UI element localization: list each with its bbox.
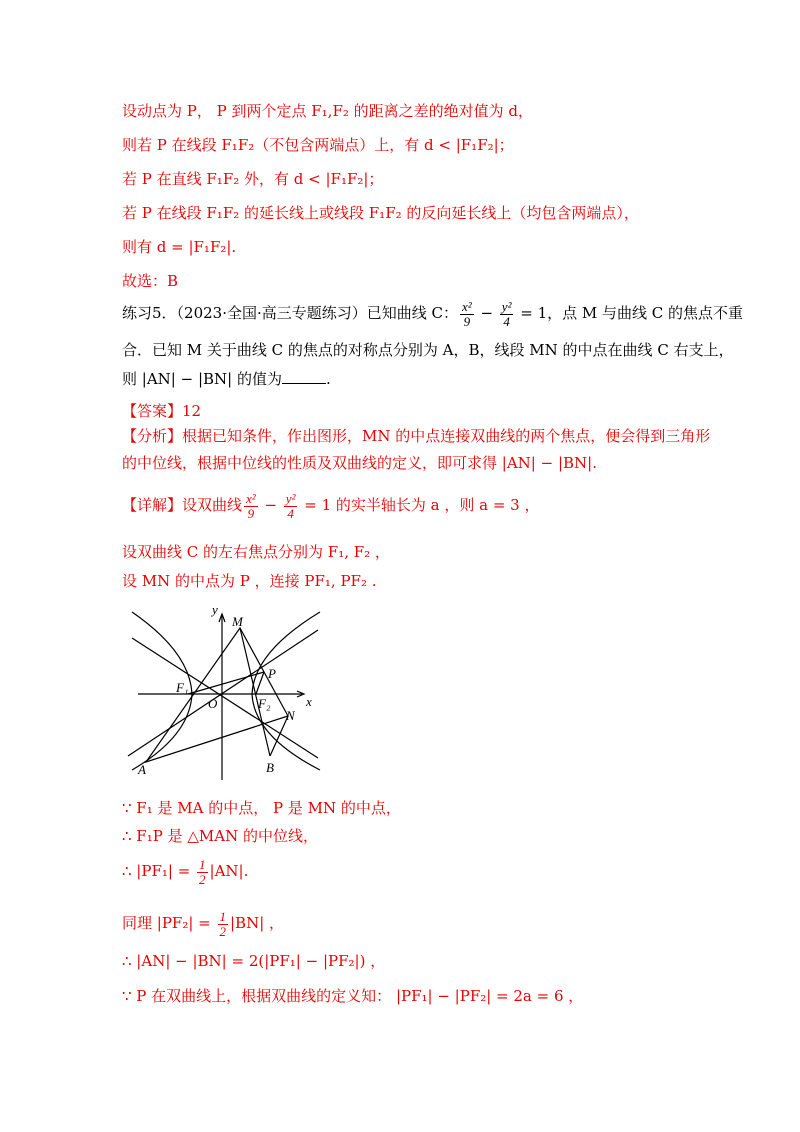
label-n: N (286, 708, 295, 723)
label-a: A (138, 762, 146, 777)
step-5: ∴ |AN| − |BN| = 2(|PF₁| − |PF₂|) ， (122, 952, 386, 970)
step-6: ∵ P 在双曲线上，根据双曲线的定义知： |PF₁| − |PF₂| = 2a = 6 ， (122, 987, 584, 1005)
fraction-x2-9 (460, 300, 474, 329)
detail-line-2: 设双曲线 C 的左右焦点分别为 F₁, F₂ ， (122, 543, 390, 561)
fraction-denominator: 4 (287, 505, 294, 521)
hyperbola-figure (122, 602, 322, 782)
detail-prefix: 【详解】设双曲线 (122, 496, 243, 514)
step-2: ∴ F₁P 是 △MAN 的中位线， (122, 827, 318, 845)
step-4-left: 同理 |PF₂| = (122, 914, 216, 932)
fraction-y2-4 (500, 300, 514, 329)
fraction-denominator: 9 (247, 505, 255, 521)
label-y: y (212, 602, 218, 617)
asymptote-2 (132, 638, 318, 758)
line-3: 若 P 在直线 F₁F₂ 外，有 d < |F₁F₂|； (122, 170, 384, 188)
fraction-one-half (197, 858, 208, 887)
exercise-line-1 (122, 296, 743, 330)
analysis-line-2: 的中位线，根据中位线的性质及双曲线的定义，即可求得 |AN| − |BN|. (122, 454, 597, 472)
fraction-one-half (218, 910, 229, 939)
analysis-line-1: 【分析】根据已知条件，作出图形，MN 的中点连接双曲线的两个焦点，便会得到三角形 (122, 427, 711, 445)
line-4: 若 P 在线段 F₁F₂ 的延长线上或线段 F₁F₂ 的反向延长线上（均包含两端点）， (122, 204, 639, 222)
exercise-rhs: = 1，点 M 与曲线 C 的焦点不重 (515, 304, 744, 322)
line-1: 设动点为 P， P 到两个定点 F₁,F₂ 的距离之差的绝对值为 d， (122, 102, 534, 120)
label-x: x (306, 694, 312, 709)
minus-sign: − (259, 496, 282, 514)
fraction-numerator: 1 (219, 908, 226, 924)
label-f1: F₁ (176, 680, 189, 695)
minus-sign: − (475, 304, 498, 322)
answer-blank (282, 369, 326, 384)
detail-suffix: = 1 的实半轴长为 a ，则 a = 3 ， (299, 496, 540, 514)
choice-line: 故选：B (122, 272, 179, 290)
step-4-right: |BN| ， (230, 914, 285, 932)
fraction-numerator: y² (501, 298, 512, 314)
label-m: M (232, 614, 243, 629)
fraction-denominator: 2 (199, 871, 206, 887)
exercise-question: 则 |AN| − |BN| 的值为 (122, 370, 282, 388)
fraction-numerator: x² (462, 298, 472, 314)
label-p: P (268, 666, 276, 681)
label-b: B (266, 760, 274, 775)
label-f2: F₂ (258, 696, 271, 711)
fraction-x2-9 (244, 492, 258, 521)
step-3-right: |AN|. (209, 862, 249, 880)
segment-m-b (240, 628, 270, 756)
fraction-numerator: 1 (199, 856, 206, 872)
fraction-denominator: 4 (503, 313, 510, 329)
step-3-left: ∴ |PF₁| = (122, 862, 196, 880)
answer-line: 【答案】12 (122, 402, 202, 420)
exercise-prefix: 练习5．（2023·全国·高三专题练习）已知曲线 C： (122, 304, 459, 322)
fraction-y2-4 (284, 492, 298, 521)
exercise-period: . (325, 370, 331, 388)
detail-line-1 (122, 488, 540, 522)
fraction-denominator: 2 (219, 923, 226, 939)
segment-p-f2 (256, 672, 264, 694)
line-5: 则有 d = |F₁F₂|. (122, 238, 237, 256)
exercise-line-3 (122, 369, 331, 389)
line-2: 则若 P 在线段 F₁F₂（不包含两端点）上，有 d < |F₁F₂|； (122, 136, 514, 154)
exercise-line-2: 合．已知 M 关于曲线 C 的焦点的对称点分别为 A，B，线段 MN 的中点在曲线 C 右支上， (122, 341, 734, 359)
detail-line-3: 设 MN 的中点为 P ，连接 PF₁, PF₂ . (122, 572, 377, 590)
step-1: ∵ F₁ 是 MA 的中点， P 是 MN 的中点， (122, 799, 401, 817)
fraction-numerator: y² (285, 490, 296, 506)
fraction-denominator: 9 (463, 313, 471, 329)
step-3 (122, 853, 248, 889)
label-o: O (208, 696, 218, 711)
step-4 (122, 905, 284, 941)
fraction-numerator: x² (246, 490, 256, 506)
